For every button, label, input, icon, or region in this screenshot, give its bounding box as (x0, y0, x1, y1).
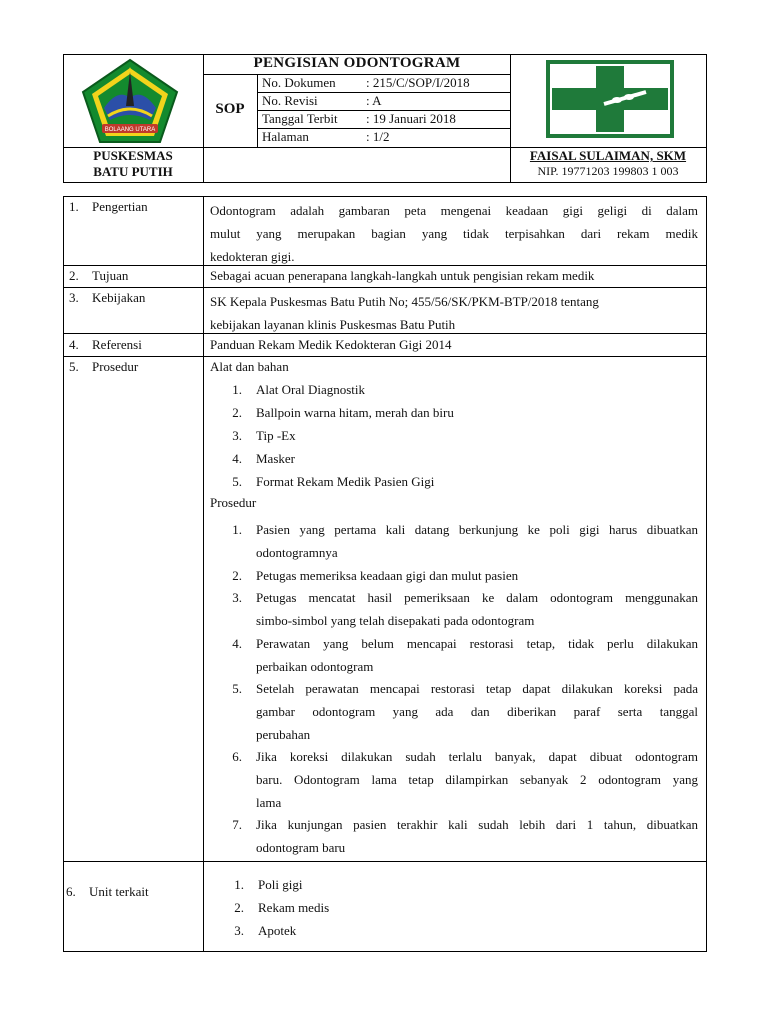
kabupaten-logo (80, 58, 180, 144)
row-label: Pengertian (92, 199, 148, 214)
alat-item-text: Ballpoin warna hitam, merah dan biru (256, 405, 454, 420)
puskesmas-cross-logo (546, 60, 674, 138)
signer-nip: NIP. 19771203 199803 1 003 (537, 164, 679, 178)
org-line-2: BATU PUTIH (93, 164, 173, 179)
org-line-1: PUSKESMAS (93, 148, 173, 163)
meta-label: Halaman (262, 129, 309, 144)
document-title: PENGISIAN ODONTOGRAM (253, 55, 461, 71)
meta-label: No. Revisi (262, 93, 318, 108)
meta-row-tanggal (262, 111, 456, 127)
alat-item-text: Format Rekam Medik Pasien Gigi (256, 474, 435, 489)
text-line: kebijakan layanan klinis Puskesmas Batu Putih (210, 317, 456, 332)
step-line: perubahan (256, 727, 311, 742)
unit-item-text: Apotek (258, 923, 297, 938)
alat-heading: Alat dan bahan (210, 359, 289, 374)
row-number: 1. (69, 199, 79, 214)
step-line: lama (256, 795, 282, 810)
meta-row-halaman (262, 129, 389, 145)
row-label: Kebijakan (92, 290, 146, 305)
row-label-referensi (69, 337, 142, 353)
alat-item-text: Alat Oral Diagnostik (256, 382, 366, 397)
meta-label: No. Dokumen (262, 75, 336, 90)
prosedur-step: 4. Perawatan yang belum mencapai restorasi tetap, tidak perlu dilakukan perbaikan odontogram (222, 632, 698, 678)
row-label-tujuan (69, 268, 128, 284)
step-line: baru. Odontogram lama tetap dilampirkan sebanyak 2 odontogram yang (256, 772, 698, 787)
row-number: 4. (69, 337, 79, 352)
meta-row-revisi (262, 93, 382, 109)
step-line: simbo-simbol yang telah disepakati pada odontogram (256, 613, 535, 628)
step-line: odontogramnya (256, 545, 338, 560)
meta-label: Tanggal Terbit (262, 111, 338, 126)
row-number: 5. (69, 359, 79, 374)
row-label-unit-terkait (66, 884, 149, 900)
alat-item-text: Masker (256, 451, 295, 466)
step-line: Petugas mencatat hasil pemeriksaan ke dalam odontogram menggunakan (256, 590, 698, 605)
prosedur-heading: Prosedur (210, 495, 257, 510)
step-line: Perawatan yang belum mencapai restorasi tetap, tidak perlu dilakukan (256, 636, 698, 651)
logo-ribbon-text: BOLAANG UTARA (104, 127, 156, 133)
kebijakan-text (210, 290, 599, 336)
step-line: gambar odontogram yang ada dan diberikan paraf serta tanggal (256, 704, 698, 719)
meta-value: : 215/C/SOP/I/2018 (366, 75, 470, 90)
row-number: 6. (66, 884, 76, 899)
org-name (63, 147, 203, 180)
row-label: Referensi (92, 337, 142, 352)
text-line: SK Kepala Puskesmas Batu Putih No; 455/56/SK/PKM-BTP/2018 tentang (210, 294, 599, 309)
meta-value: : 1/2 (366, 129, 390, 144)
step-line: Setelah perawatan mencapai restorasi tetap dapat dilakukan koreksi pada (256, 681, 698, 696)
step-line: Petugas memeriksa keadaan gigi dan mulut pasien (256, 568, 519, 583)
unit-item-text: Poli gigi (258, 877, 303, 892)
prosedur-step: 2. Petugas memeriksa keadaan gigi dan mulut pasien (222, 564, 698, 587)
row-number: 2. (69, 268, 79, 283)
prosedur-step: 6. Jika koreksi dilakukan sudah terlalu banyak, dapat dibuat odontogram baru. Odontogram lama tetap dilampirkan sebanyak 2 odontogram yang lama (222, 745, 698, 814)
step-line: Pasien yang pertama kali datang berkunjung ke poli gigi harus dibuatkan (256, 522, 698, 537)
row-label-kebijakan (69, 290, 145, 306)
row-label-prosedur (69, 359, 138, 375)
text-line: Odontogram adalah gambaran peta mengenai keadaan gigi geligi di dalam (210, 203, 698, 218)
step-line: odontogram baru (256, 840, 346, 855)
text-line: kedokteran gigi. (210, 249, 295, 264)
tujuan-text: Sebagai acuan penerapana langkah-langkah untuk pengisian rekam medik (210, 268, 595, 283)
step-line: Jika koreksi dilakukan sudah terlalu banyak, dapat dibuat odontogram (256, 749, 698, 764)
referensi-text: Panduan Rekam Medik Kedokteran Gigi 2014 (210, 337, 452, 352)
row-label-pengertian (69, 199, 148, 215)
prosedur-step: 1. Pasien yang pertama kali datang berkunjung ke poli gigi harus dibuatkan odontogramnya (222, 518, 698, 564)
step-line: Jika kunjungan pasien terakhir kali sudah lebih dari 1 tahun, dibuatkan (256, 817, 698, 832)
meta-value: : 19 Januari 2018 (366, 111, 456, 126)
sop-label: SOP (215, 101, 245, 117)
row-label: Prosedur (92, 359, 139, 374)
row-number: 3. (69, 290, 79, 305)
prosedur-step: 3. Petugas mencatat hasil pemeriksaan ke dalam odontogram menggunakan simbo-simbol yang telah disepakati pada odontogram (222, 586, 698, 632)
unit-item-text: Rekam medis (258, 900, 330, 915)
row-label: Unit terkait (89, 884, 149, 899)
prosedur-step: 7. Jika kunjungan pasien terakhir kali sudah lebih dari 1 tahun, dibuatkan odontogram baru (222, 813, 698, 859)
meta-row-dokumen (262, 75, 470, 91)
pengertian-text (210, 199, 698, 268)
row-label: Tujuan (92, 268, 129, 283)
meta-value: : A (366, 93, 382, 108)
step-line: perbaikan odontogram (256, 659, 374, 674)
signer-name: FAISAL SULAIMAN, SKM (529, 148, 687, 163)
prosedur-step: 5. Setelah perawatan mencapai restorasi tetap dapat dilakukan koreksi pada gambar odontogram yang ada dan diberikan paraf serta tanggal perubahan (222, 677, 698, 746)
alat-item-text: Tip -Ex (256, 428, 296, 443)
text-line: mulut yang merupakan bagian yang tidak terpisahkan dari rekam medik (210, 226, 698, 241)
